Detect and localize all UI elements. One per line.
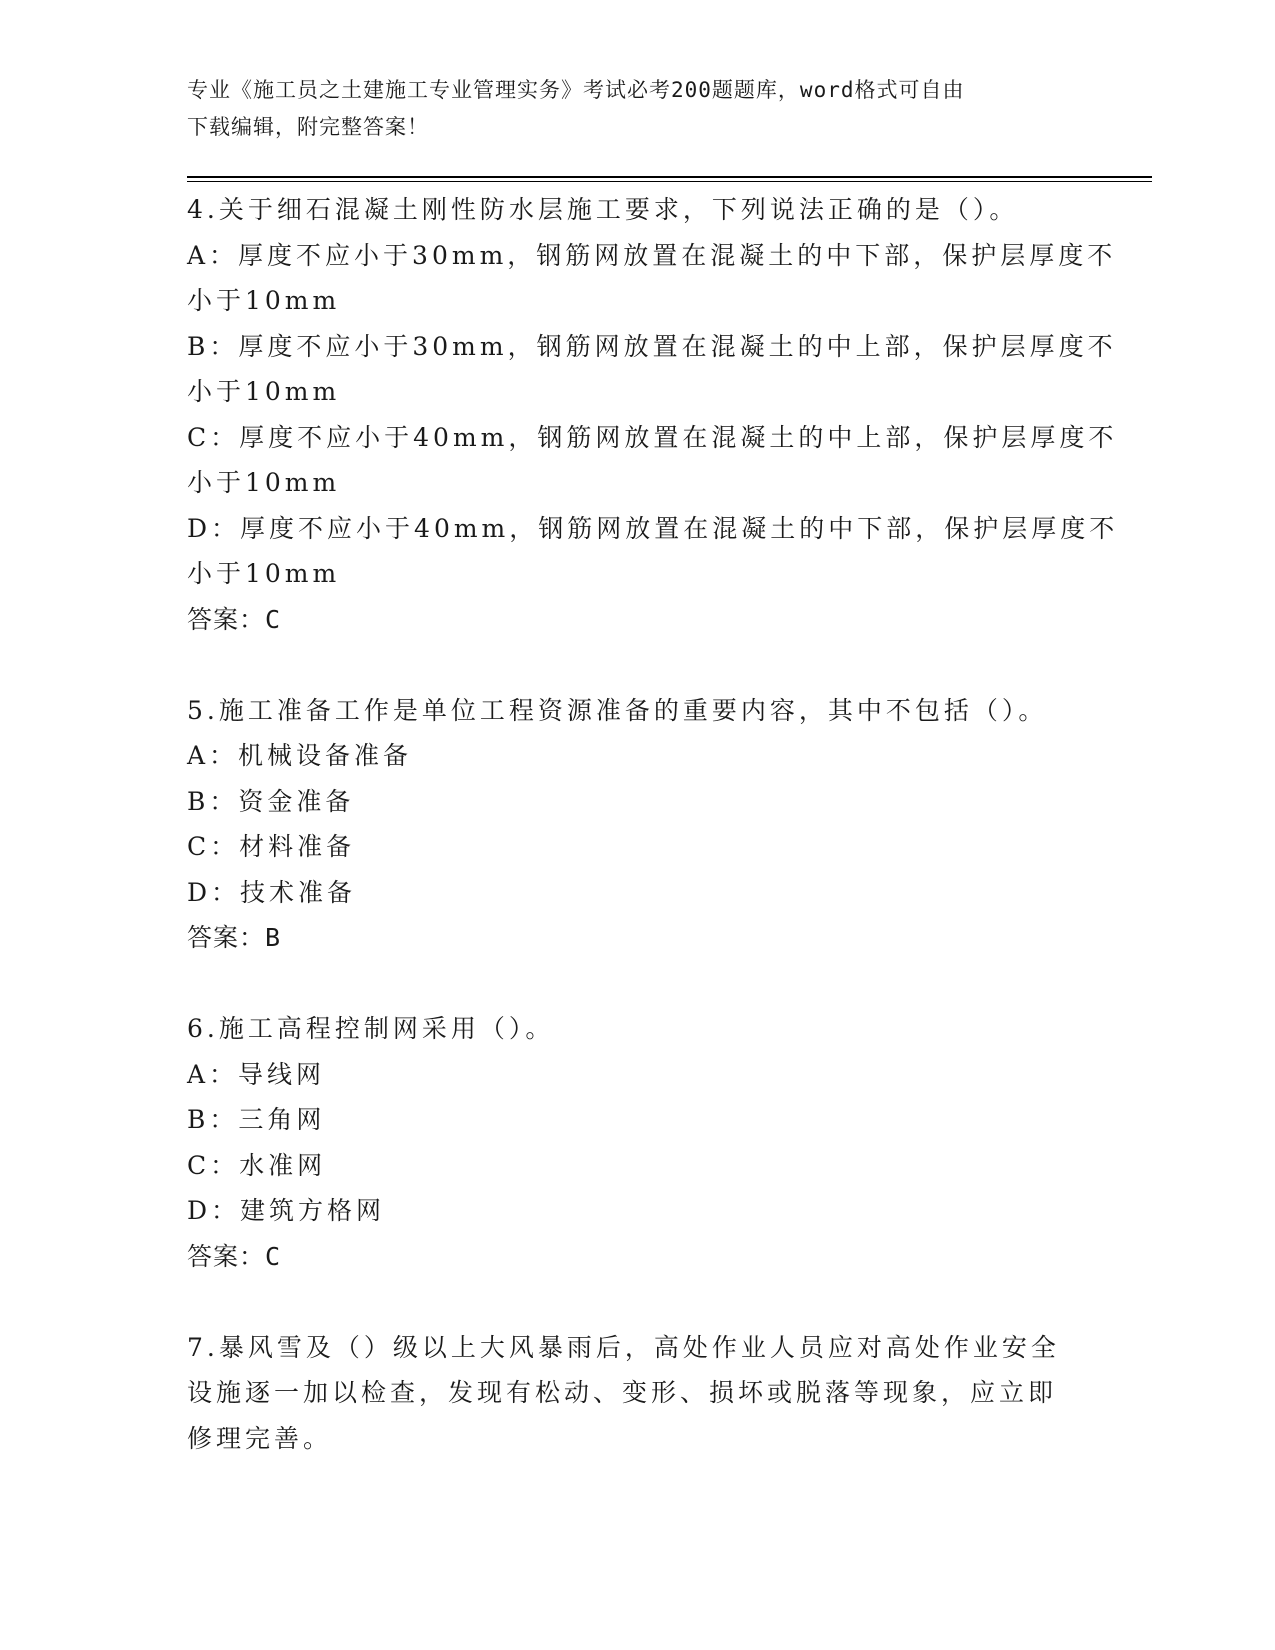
answer-value: C	[265, 1241, 282, 1271]
question-stem: 4.关于细石混凝土刚性防水层施工要求，下列说法正确的是（）。	[187, 195, 1019, 224]
option-a: A：机械设备准备	[187, 741, 413, 770]
option-c: C：厚度不应小于40mm，钢筋网放置在混凝土的中上部，保护层厚度不	[187, 422, 1118, 452]
option-b: B：厚度不应小于30mm，钢筋网放置在混凝土的中上部，保护层厚度不	[187, 331, 1117, 361]
question-stem: 5.施工准备工作是单位工程资源准备的重要内容，其中不包括（）。	[187, 695, 1048, 725]
answer-label: 答案：	[187, 923, 266, 952]
option-c-continued: 小于10mm	[187, 468, 341, 497]
document-header	[187, 72, 1067, 146]
option-a: A：厚度不应小于30mm，钢筋网放置在混凝土的中下部，保护层厚度不	[187, 240, 1117, 270]
header-line-1: 专业《施工员之土建施工专业管理实务》考试必考200题题库，word格式可自由	[187, 78, 965, 102]
question-4	[187, 187, 1119, 642]
option-b-continued: 小于10mm	[187, 377, 341, 406]
question-spacer	[187, 642, 1087, 688]
question-spacer	[187, 961, 1087, 1007]
header-rule-thick	[187, 176, 1152, 178]
question-list	[187, 187, 1119, 1461]
option-d: D：建筑方格网	[187, 1196, 386, 1225]
question-stem: 6.施工高程控制网采用（）。	[187, 1014, 555, 1043]
answer-line	[187, 915, 1087, 961]
header-line-2: 下载编辑，附完整答案！	[187, 115, 429, 139]
option-d-continued: 小于10mm	[187, 559, 341, 588]
question-stem-continued: 修理完善。	[187, 1423, 333, 1453]
header-rule-thin	[187, 181, 1152, 182]
option-c: C：水准网	[187, 1150, 327, 1180]
option-d: D：技术准备	[187, 877, 357, 907]
option-a-continued: 小于10mm	[187, 286, 341, 315]
answer-label: 答案：	[187, 1241, 266, 1271]
question-spacer	[187, 1279, 1087, 1325]
question-stem-continued: 设施逐一加以检查，发现有松动、变形、损坏或脱落等现象，应立即	[187, 1378, 1058, 1407]
answer-value: C	[265, 604, 282, 634]
option-a: A：导线网	[187, 1059, 326, 1089]
option-b: B：资金准备	[187, 786, 355, 816]
question-5	[187, 688, 1087, 961]
answer-line	[187, 1234, 1087, 1280]
option-b: B：三角网	[187, 1105, 326, 1134]
answer-label: 答案：	[187, 604, 266, 634]
answer-value: B	[265, 923, 282, 952]
question-7	[187, 1325, 1087, 1462]
answer-line	[187, 597, 1087, 643]
question-stem: 7.暴风雪及（）级以上大风暴雨后，高处作业人员应对高处作业安全	[187, 1332, 1060, 1362]
option-d: D：厚度不应小于40mm，钢筋网放置在混凝土的中下部，保护层厚度不	[187, 513, 1119, 543]
question-6	[187, 1006, 1087, 1279]
option-c: C：材料准备	[187, 832, 356, 861]
